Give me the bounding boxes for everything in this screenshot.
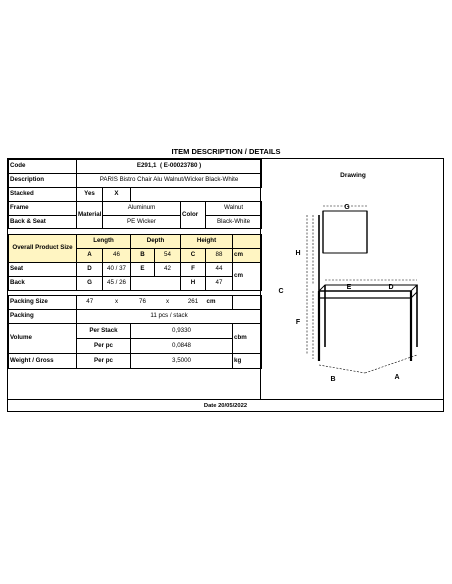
volume-label: Volume (9, 323, 77, 353)
material-frame: Aluminum (103, 201, 181, 215)
back-seat-label: Back & Seat (9, 215, 77, 229)
dim-d-letter: D (77, 262, 103, 276)
drawing-label-g: G (344, 204, 350, 211)
dim-b-value: 54 (155, 248, 181, 262)
back-blank (131, 276, 181, 290)
weight-value: 3,5000 (131, 353, 233, 368)
code-row (9, 160, 262, 174)
chair-back (323, 211, 367, 253)
stacked-mark: X (103, 187, 131, 201)
drawing-label-a: A (394, 374, 400, 381)
drawing-title: Drawing (340, 172, 366, 179)
depth-header: Depth (131, 234, 181, 248)
volume-per-stack-label: Per Stack (77, 323, 131, 338)
length-header: Length (77, 234, 131, 248)
packing-value: 11 pcs / stack (77, 309, 262, 323)
dim-c-letter: C (181, 248, 206, 262)
weight-per-pc-label: Per pc (77, 353, 131, 368)
dim-f-value: 44 (206, 262, 233, 276)
dim-e-letter: E (131, 262, 155, 276)
dim-h-value: 47 (206, 276, 233, 290)
packing-size-row (9, 296, 262, 310)
volume-stack-row (9, 323, 262, 338)
stacked-blank (131, 187, 262, 201)
packing-size-l: 47 (77, 296, 103, 310)
frame-label: Frame (9, 201, 77, 215)
description-label: Description (9, 173, 77, 187)
drawing-label-d: D (388, 284, 394, 291)
color-label: Color (181, 201, 206, 229)
dim-b-letter: B (131, 248, 155, 262)
drawing-panel (260, 159, 445, 399)
color-back-seat: Black-White (206, 215, 262, 229)
back-seat-row (9, 215, 262, 229)
dim-h-letter: H (181, 276, 206, 290)
description-value: PARIS Bistro Chair Alu Walnut/Wicker Black-White (77, 173, 262, 187)
size-header-row (9, 234, 262, 248)
packing-size-blank (233, 296, 262, 310)
spec-sheet (7, 158, 444, 412)
weight-label: Weight / Gross (9, 353, 77, 368)
packing-label: Packing (9, 309, 77, 323)
overall-size-label: Overall Product Size (9, 234, 77, 262)
color-frame: Walnut (206, 201, 262, 215)
packing-size-unit: cm (206, 296, 233, 310)
volume-per-pc-value: 0,0848 (131, 338, 233, 353)
packing-size-w: 76 (131, 296, 155, 310)
packing-row (9, 309, 262, 323)
dim-g-value: 45 / 26 (103, 276, 131, 290)
back-label: Back (9, 276, 77, 290)
dim-f-letter: F (181, 262, 206, 276)
drawing-label-c: C (278, 288, 284, 295)
sheet-title: ITEM DESCRIPTION / DETAILS (171, 147, 281, 156)
seat-row (9, 262, 262, 276)
weight-row (9, 353, 262, 368)
stacked-row (9, 187, 262, 201)
packing-size-label: Packing Size (9, 296, 77, 310)
description-row (9, 173, 262, 187)
volume-per-pc-label: Per pc (77, 338, 131, 353)
back-row (9, 276, 262, 290)
drawing-label-e: E (346, 284, 352, 291)
height-header: Height (181, 234, 233, 248)
packing-size-h: 261 (181, 296, 206, 310)
dim-a-letter: A (77, 248, 103, 262)
drawing-label-f: F (295, 319, 301, 326)
packing-size-x1: x (103, 296, 131, 310)
frame-row (9, 201, 262, 215)
seat-back-unit: cm (233, 262, 262, 290)
material-back-seat: PE Wicker (103, 215, 181, 229)
stacked-label: Stacked (9, 187, 77, 201)
packing-size-x2: x (155, 296, 181, 310)
weight-unit: kg (233, 353, 262, 368)
dim-g-letter: G (77, 276, 103, 290)
volume-per-stack-value: 0,9330 (131, 323, 233, 338)
chair-seat (319, 285, 417, 291)
date-row: Date 20/05/2022 (8, 399, 443, 413)
header-blank (233, 234, 262, 248)
volume-unit: cbm (233, 323, 262, 353)
material-label: Material (77, 201, 103, 229)
dim-e-value: 42 (155, 262, 181, 276)
overall-unit: cm (233, 248, 262, 262)
drawing-label-b: B (330, 376, 336, 383)
code-value: E291,1 ( E-00023780 ) (77, 160, 262, 174)
dim-a-value: 46 (103, 248, 131, 262)
spec-table (8, 159, 262, 369)
dim-c-value: 88 (206, 248, 233, 262)
dim-d-value: 40 / 37 (103, 262, 131, 276)
code-label: Code (9, 160, 77, 174)
seat-label: Seat (9, 262, 77, 276)
stacked-yes: Yes (77, 187, 103, 201)
chair-drawing (261, 159, 445, 399)
drawing-label-h: H (295, 250, 301, 257)
